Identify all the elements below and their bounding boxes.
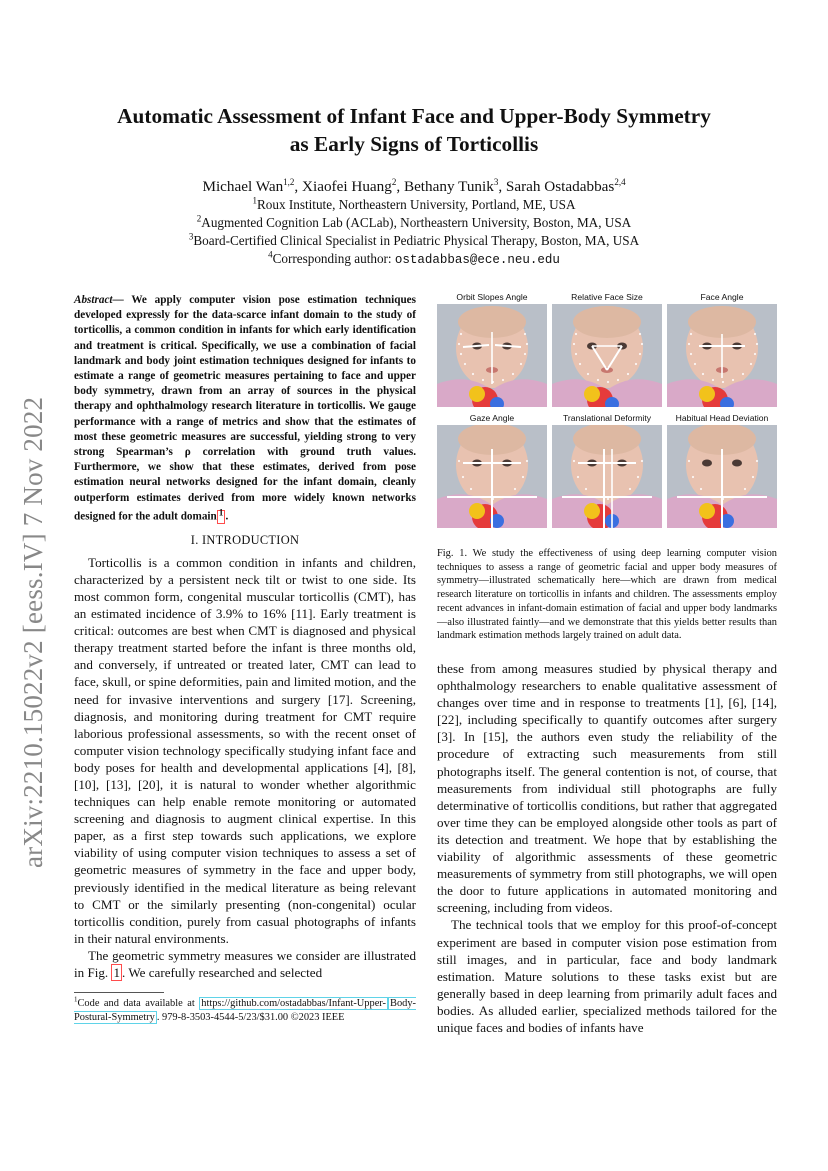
abstract-text: — We apply computer vision pose estimation techniques developed expressly for the data-scarce infant domain to the study of torticollis, a common condition in infants for which early identification and treatment is critical. Specifically, we use a combination of facial landmark and body joint estimation techniques designed for infants to estimate a range of geometric measures pertaining to face and upper body symmetry, drawn from an array of sources in the physical therapy and ophthalmology research literature in torticollis. We gauge performance with a range of metrics and show that the estimates of most these geometric measures are successful, yielding strong to very strong Spearman’s ρ correlation with ground truth values. Furthermore, we show that these estimates, derived from pose estimation neural networks designed for the infant domain, cleanly outperform estimates derived from more widely known networks designed for the adult domain <box>74 294 416 523</box>
affiliation-1-sup: 1 <box>252 195 257 206</box>
infant-photo <box>667 425 777 528</box>
affiliation-3 <box>80 231 748 250</box>
affiliation-2-sup: 2 <box>196 213 202 224</box>
abstract-footnote-mark: 1 <box>218 507 224 518</box>
left-column <box>74 293 416 981</box>
arxiv-stamp: arXiv:2210.15022v2 [eess.IV] 7 Nov 2022 <box>18 396 48 868</box>
section-title-introduction: I. INTRODUCTION <box>190 532 300 547</box>
right-column-text <box>437 660 777 1036</box>
footnote-prefix: Code and data available at <box>77 998 200 1009</box>
corresponding-email[interactable]: ostadabbas@ece.neu.edu <box>394 253 560 267</box>
title-line-1: Automatic Assessment of Infant Face and Upper-Body Symmetry <box>117 104 711 128</box>
panel-label: Habitual Head Deviation <box>675 413 769 423</box>
intro-paragraph-2 <box>74 947 416 981</box>
figure-1-caption: Fig. 1. We study the effectiveness of using deep learning computer vision techniques to assess a range of geometric facial and upper body measures of symmetry—illustrated schematically here—which are drawn from medical research literature on torticollis in infants and children. The assessments employ recent advances in infant-domain estimation of facial and upper body landmarks—also illustrated faintly—and we demonstrate that this yields better results than landmark estimation methods largely trained on adult data. <box>437 548 777 642</box>
affiliation-4 <box>80 249 748 270</box>
author-4-sup: 2,4 <box>614 176 626 187</box>
affiliation-1 <box>80 195 748 214</box>
paper-title <box>80 102 748 158</box>
right-paragraph-1: these from among measures studied by physical therapy and ophthalmology researchers to enable qualitative assessment of changes over time and in response to treatments [1], [6], [14], [22], including specifically to quantify outcomes after surgery [3]. In [15], the authors even study the reliability of the procedure of extracting such measurements from still photographs itself. The general contention is not, of course, that measurements from individual still photographs are fully determinative of torticollis conditions, but rather that aggregated over time they can be employed alongside other tools as part of its detection and treatment. We hope that by establishing the viability of algorithmic assessments of these geometric measurements of symmetry from still photographs, we will open the door to future applications in automated monitoring and screening, including from videos. <box>437 661 777 916</box>
affiliation-4-sup: 4 <box>268 249 273 260</box>
author-3-sup: 3 <box>493 176 499 187</box>
panel-label: Face Angle <box>700 292 744 302</box>
affiliation-4-text: Corresponding author: <box>272 251 395 266</box>
infant-photo <box>552 304 662 407</box>
infant-photo <box>667 304 777 407</box>
author-3: Bethany Tunik <box>403 178 494 195</box>
panel-label: Orbit Slopes Angle <box>456 292 528 302</box>
github-link-part-2[interactable]: Body-Postural-Symmetry <box>74 998 416 1023</box>
intro-paragraph-1: Torticollis is a common condition in infants and children, characterized by a persistent neck tilt or twist to one side. Its most common form, congenital muscular torticollis (CMT), has an estimated incidence of 3.9% to 16% [11]. Early treatment is critical: outcomes are best when CMT is diagnosed and physical therapy treatment started before the infant is three months old, and conversely, if untreated or treated later, CMT can lead to face, skull, or spine deformities, pain and limited motion, and the need for invasive interventions and surgery [17]. Screening, diagnosis, and monitoring during treatment for CMT require laborious professional assessments, so with the recent onset of computer vision technology specifically studying infant face and body poses for health and developmental applications [4], [8], [10], [13], [20], it is natural to wonder whether algorithmic techniques can help enable remote monitoring or automated screening and diagnosis to augment clinical expertise. In this paper, as a first step towards such applications, we explore viability of using computer vision techniques to assess a set of geometric measures of symmetry in the face and upper body, previously identified in the medical literature as being relevant to CMT or the similarly presenting (non-congenital) ocular torticollis condition, purely from casual photographs of infants in their natural environments. <box>74 554 416 946</box>
panel-label: Translational Deformity <box>562 413 652 423</box>
author-1: Michael Wan <box>202 178 284 195</box>
author-list: Michael Wan$^{1,2}$, Xiaofei Huang$^2$, Bethany Tunik$^3$, Sarah Ostadabbas$^{2,4}$ <box>202 176 626 195</box>
infant-photo <box>437 425 547 528</box>
affiliation-3-text: Board-Certified Clinical Specialist in Pediatric Physical Therapy, Boston, MA, USA <box>193 233 640 248</box>
footnote-suffix: . 979-8-3503-4544-5/23/$31.00 ©2023 IEEE <box>156 1012 345 1023</box>
footnote-sup: 1 <box>74 995 78 1004</box>
panel-label: Gaze Angle <box>469 413 515 423</box>
panel-habitual-head-deviation <box>667 412 777 528</box>
affiliation-2 <box>80 213 748 232</box>
abstract-lead: Abstract <box>74 294 113 306</box>
right-paragraph-2: The technical tools that we employ for this proof-of-concept experiment are based in computer vision pose estimation from still images, and in particular, face and body landmark estimation. Mature solutions to these tasks exist but are generally based in deep learning from primarily adult faces and bodies. As alluded earlier, specialized methods tailored for the unique faces and bodies of infants have <box>437 917 777 1035</box>
author-1-sup: 1,2 <box>283 176 295 187</box>
panel-gaze-angle <box>437 412 547 528</box>
title-line-2: as Early Signs of Torticollis <box>289 132 539 156</box>
affiliation-3-sup: 3 <box>188 231 194 242</box>
author-4: Sarah Ostadabbas <box>505 178 615 195</box>
figure-1-link[interactable]: 1 <box>113 965 121 981</box>
author-2: Xiaofei Huang <box>302 178 392 195</box>
footnote-rule <box>74 992 164 993</box>
github-link-part-1[interactable]: https://github.com/ostadabbas/Infant-Upper- <box>201 998 387 1009</box>
footnote <box>74 997 416 1025</box>
affiliation-2-text: Augmented Cognition Lab (ACLab), Northeastern University, Boston, MA, USA <box>201 215 632 230</box>
panel-orbit-slopes-angle <box>437 291 547 407</box>
figure-1 <box>437 291 777 531</box>
infant-photo <box>437 304 547 407</box>
author-2-sup: 2 <box>391 176 397 187</box>
intro-p2-text-a: The geometric symmetry measures we consider are illustrated in Fig. <box>74 947 416 981</box>
affiliation-1-text: Roux Institute, Northeastern University, Portland, ME, USA <box>256 197 576 212</box>
panel-face-angle <box>667 291 777 407</box>
panel-relative-face-size <box>552 291 662 407</box>
panel-translational-deformity <box>552 412 662 528</box>
panel-label: Relative Face Size <box>571 292 643 302</box>
intro-p2-text-b: . We carefully researched and selected <box>122 965 323 981</box>
abstract-end: . <box>225 510 229 523</box>
abstract <box>74 293 416 525</box>
infant-photo <box>552 425 662 528</box>
